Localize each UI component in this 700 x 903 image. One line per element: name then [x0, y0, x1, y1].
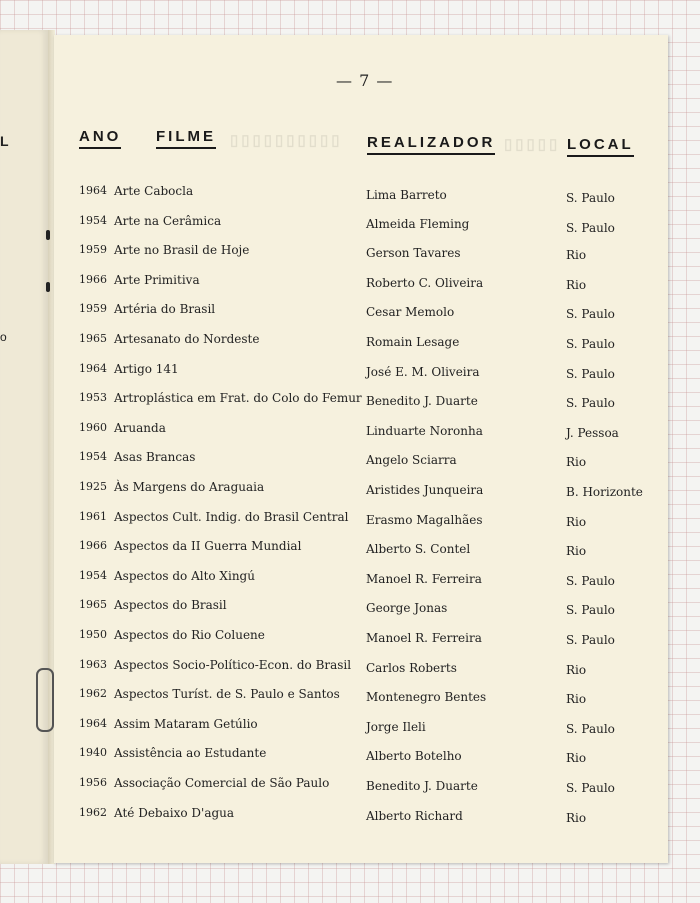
director-cell: Lima Barreto — [366, 188, 447, 202]
director-cell: Alberto S. Contel — [366, 542, 471, 557]
location-cell: S. Paulo — [566, 633, 615, 647]
year-cell: 1964 — [79, 361, 107, 375]
film-title-cell: Assistência ao Estudante — [114, 746, 267, 761]
film-title-cell: Aspectos do Alto Xingú — [114, 568, 255, 583]
year-cell: 1940 — [79, 746, 107, 760]
year-cell: 1959 — [79, 302, 107, 316]
year-cell: 1956 — [79, 776, 107, 789]
year-cell: 1962 — [79, 805, 107, 819]
location-cell: J. Pessoa — [566, 425, 619, 440]
director-cell: Almeida Fleming — [366, 216, 470, 231]
film-table — [54, 35, 668, 863]
director-cell: Gerson Tavares — [366, 246, 461, 261]
table-row — [54, 391, 668, 411]
location-cell: S. Paulo — [566, 721, 615, 736]
location-cell: Rio — [566, 455, 587, 470]
director-cell: Jorge Ileli — [366, 719, 426, 734]
year-cell: 1959 — [79, 243, 107, 257]
location-cell: Rio — [566, 810, 587, 825]
location-cell: S. Paulo — [566, 396, 615, 411]
table-row — [54, 687, 668, 707]
director-cell: Linduarte Noronha — [366, 423, 483, 438]
film-title-cell: Aspectos do Rio Coluene — [114, 628, 265, 642]
director-cell: Alberto Botelho — [366, 749, 462, 764]
left-page-header-fragment: L — [0, 133, 9, 149]
year-cell: 1964 — [79, 184, 107, 197]
director-cell: Romain Lesage — [366, 335, 460, 349]
table-row — [54, 539, 668, 559]
table-row — [54, 628, 668, 648]
binding-stitch — [46, 230, 50, 240]
binding-stitch — [46, 282, 50, 292]
location-cell: S. Paulo — [566, 337, 615, 351]
year-cell: 1964 — [79, 716, 107, 730]
film-title-cell: Asas Brancas — [114, 450, 196, 465]
table-row — [54, 598, 668, 618]
column-header-filme: FILME — [156, 128, 216, 149]
year-cell: 1963 — [79, 657, 107, 671]
year-cell: 1965 — [79, 332, 107, 345]
director-cell: Alberto Richard — [366, 808, 463, 823]
film-title-cell: Às Margens do Araguaia — [114, 480, 265, 494]
column-header-realizador: REALIZADOR — [367, 134, 495, 155]
table-row — [54, 421, 668, 441]
director-cell: Benedito J. Duarte — [366, 394, 478, 409]
table-row — [54, 332, 668, 352]
location-cell: Rio — [566, 751, 587, 766]
table-row — [54, 480, 668, 500]
year-cell: 1925 — [79, 480, 107, 493]
film-title-cell: Assim Mataram Getúlio — [114, 716, 258, 731]
column-header-ano: ANO — [79, 128, 121, 149]
table-row — [54, 776, 668, 796]
location-cell: Rio — [566, 248, 587, 263]
film-title-cell: Aspectos Cult. Indig. do Brasil Central — [114, 509, 349, 524]
bleed-through-text: ▯▯▯▯▯ — [504, 136, 561, 153]
table-row — [54, 510, 668, 530]
year-cell: 1954 — [79, 450, 107, 464]
location-cell: Rio — [566, 277, 587, 292]
year-cell: 1966 — [79, 539, 107, 553]
film-title-cell: Arte Primitiva — [114, 272, 200, 287]
location-cell: B. Horizonte — [566, 485, 643, 499]
year-cell: 1954 — [79, 568, 107, 582]
location-cell: Rio — [566, 692, 587, 707]
director-cell: Cesar Memolo — [366, 305, 455, 320]
film-title-cell: Arte no Brasil de Hoje — [114, 243, 250, 258]
left-page-edge — [0, 30, 49, 864]
film-title-cell: Artigo 141 — [114, 361, 179, 376]
location-cell: S. Paulo — [566, 781, 615, 795]
film-title-cell: Aruanda — [114, 420, 166, 435]
director-cell: Roberto C. Oliveira — [366, 275, 484, 290]
table-row — [54, 184, 668, 204]
table-row — [54, 243, 668, 263]
director-cell: Aristides Junqueira — [366, 483, 484, 497]
location-cell: S. Paulo — [566, 220, 615, 235]
director-cell: Erasmo Magalhães — [366, 512, 483, 527]
film-title-cell: Artroplástica em Frat. do Colo do Femur — [114, 391, 362, 406]
location-cell: Rio — [566, 514, 587, 529]
left-page-text-fragment: o — [0, 330, 7, 344]
table-row — [54, 746, 668, 766]
director-cell: Carlos Roberts — [366, 660, 457, 675]
year-cell: 1960 — [79, 420, 107, 434]
director-cell: Manoel R. Ferreira — [366, 571, 482, 586]
film-title-cell: Aspectos da II Guerra Mundial — [114, 539, 302, 554]
year-cell: 1966 — [79, 272, 107, 286]
film-title-cell: Arte na Cerâmica — [114, 213, 222, 228]
year-cell: 1953 — [79, 391, 107, 405]
film-title-cell: Aspectos Turíst. de S. Paulo e Santos — [114, 687, 340, 702]
director-cell: José E. M. Oliveira — [366, 364, 480, 379]
film-title-cell: Até Debaixo D'agua — [114, 805, 235, 820]
table-row — [54, 569, 668, 589]
location-cell: Rio — [566, 662, 587, 677]
film-title-cell: Artéria do Brasil — [114, 302, 216, 317]
director-cell: Benedito J. Duarte — [366, 779, 478, 793]
table-row — [54, 273, 668, 293]
year-cell: 1961 — [79, 509, 107, 523]
page-number: — 7 — — [336, 71, 394, 90]
location-cell: S. Paulo — [566, 366, 615, 381]
film-title-cell: Associação Comercial de São Paulo — [114, 776, 330, 790]
column-header-local: LOCAL — [567, 136, 634, 157]
table-row — [54, 658, 668, 678]
location-cell: S. Paulo — [566, 573, 615, 588]
director-cell: Montenegro Bentes — [366, 690, 487, 705]
film-title-cell: Aspectos Socio-Político-Econ. do Brasil — [114, 657, 352, 672]
location-cell: S. Paulo — [566, 307, 615, 322]
document-page — [54, 35, 668, 863]
table-row — [54, 214, 668, 234]
year-cell: 1950 — [79, 628, 107, 641]
table-row — [54, 362, 668, 382]
director-cell: Manoel R. Ferreira — [366, 631, 482, 645]
table-row — [54, 302, 668, 322]
year-cell: 1954 — [79, 213, 107, 227]
director-cell: George Jonas — [366, 601, 448, 616]
table-row — [54, 717, 668, 737]
year-cell: 1965 — [79, 598, 107, 612]
year-cell: 1962 — [79, 687, 107, 701]
film-title-cell: Arte Cabocla — [114, 184, 194, 198]
film-title-cell: Artesanato do Nordeste — [114, 332, 260, 346]
table-row — [54, 450, 668, 470]
location-cell: S. Paulo — [566, 191, 615, 205]
location-cell: S. Paulo — [566, 603, 615, 618]
binding-thread — [36, 668, 54, 732]
location-cell: Rio — [566, 544, 587, 559]
bleed-through-text: ▯▯▯▯▯▯▯▯▯▯ — [230, 132, 343, 149]
film-title-cell: Aspectos do Brasil — [114, 598, 227, 613]
director-cell: Angelo Sciarra — [366, 453, 457, 468]
table-row — [54, 806, 668, 826]
